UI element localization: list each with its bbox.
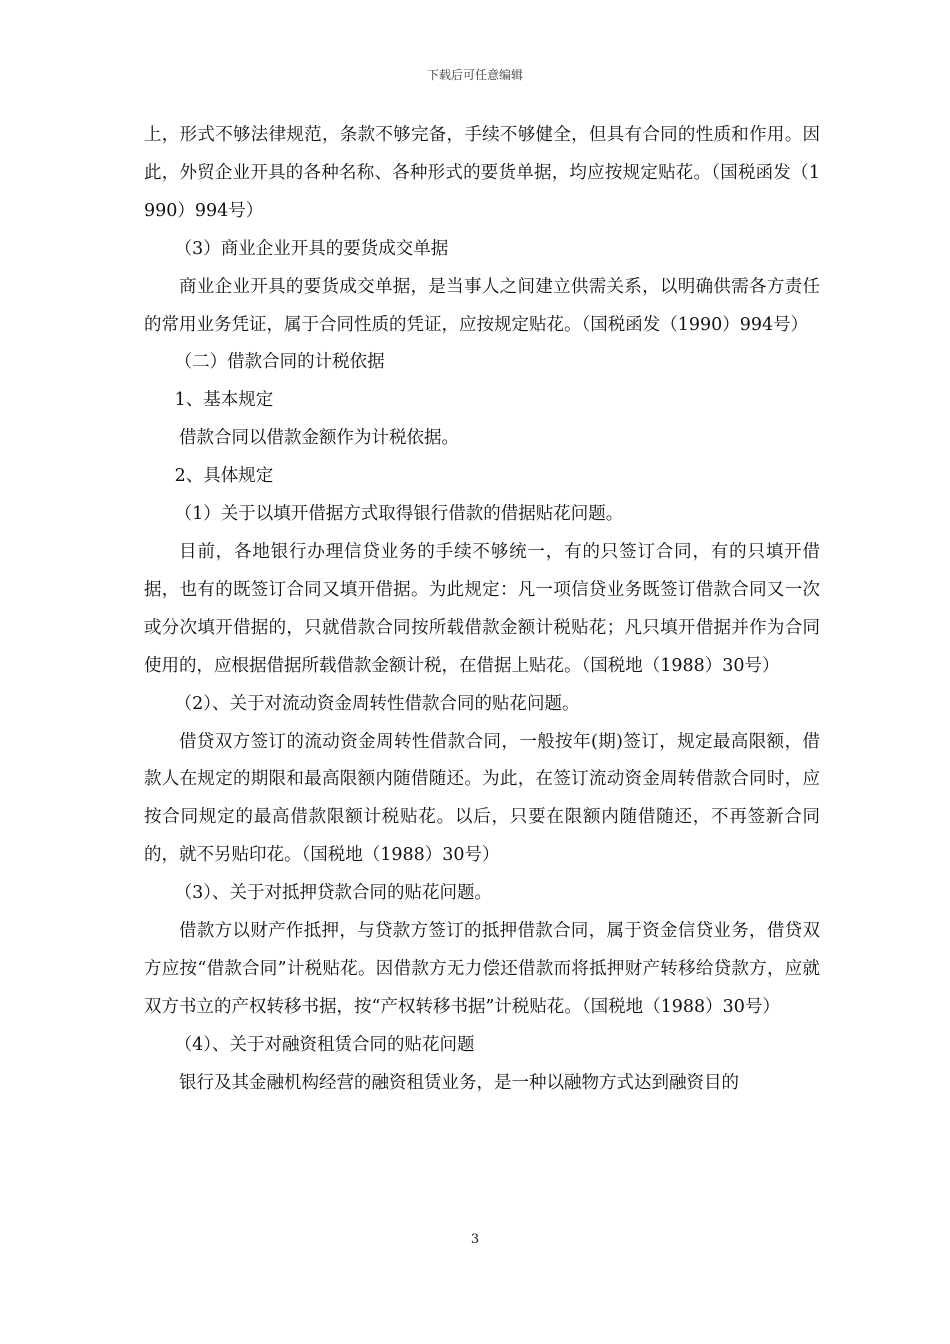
section-heading: 2、具体规定 [174, 466, 274, 487]
page-header: 下载后可任意编辑 [426, 68, 523, 82]
section-heading: （3）商业企业开具的要货成交单据 [174, 238, 449, 259]
section-heading: （2）、关于对流动资金周转性借款合同的贴花问题。 [174, 693, 580, 714]
section-heading: （1）关于以填开借据方式取得银行借款的借据贴花问题。 [174, 504, 624, 525]
section-heading: （4）、关于对融资租赁合同的贴花问题 [174, 1034, 475, 1055]
paragraph: 目前，各地银行办理信贷业务的手续不够统一，有的只签订合同，有的只填开借据，也有的既签订合同又填开借据。为此规定：凡一项信贷业务既签订借款合同又一次或分次填开借据的，只就借款合同按所载借款金额计税贴花；凡只填开借据并作为合同使用的，应根据借据所载借款金额计税，在借据上贴花。（国税地（1988）30号） [144, 541, 820, 676]
paragraph: 借贷双方签订的流动资金周转性借款合同，一般按年(期)签订，规定最高限额，借款人在规定的期限和最高限额内随借随还。为此，在签订流动资金周转借款合同时，应按合同规定的最高借款限额计税贴花。以后，只要在限额内随借随还，不再签新合同的，就不另贴印花。（国税地（1988）30号） [144, 731, 820, 866]
paragraph: 借款方以财产作抵押，与贷款方签订的抵押借款合同，属于资金信贷业务，借贷双方应按“借款合同”计税贴花。因借款方无力偿还借款而将抵押财产转移给贷款方，应就双方书立的产权转移书据，按“产权转移书据”计税贴花。（国税地（1988）30号） [144, 921, 820, 1017]
section-heading: （3）、关于对抵押贷款合同的贴花问题。 [174, 883, 493, 904]
paragraph: 借款合同以借款金额作为计税依据。 [179, 428, 459, 449]
page-number: 3 [470, 1232, 480, 1247]
paragraph: 商业企业开具的要货成交单据，是当事人之间建立供需关系，以明确供需各方责任的常用业务凭证，属于合同性质的凭证，应按规定贴花。（国税函发（1990）994号） [144, 276, 820, 335]
paragraph: 银行及其金融机构经营的融资租赁业务，是一种以融物方式达到融资目的 [179, 1072, 739, 1093]
section-heading: （二）借款合同的计税依据 [174, 352, 385, 373]
section-heading: 1、基本规定 [174, 390, 274, 411]
paragraph: 上，形式不够法律规范，条款不够完备，手续不够健全，但具有合同的性质和作用。因此，外贸企业开具的各种名称、各种形式的要货单据，均应按规定贴花。（国税函发（1990）994号） [144, 125, 820, 221]
body-text [144, 117, 820, 1103]
